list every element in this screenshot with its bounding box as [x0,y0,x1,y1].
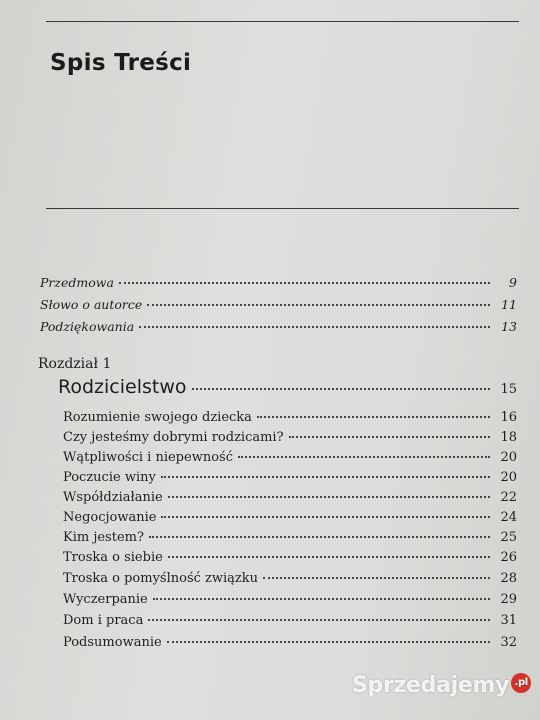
toc-entry-label: Przedmowa [40,275,114,290]
watermark-text: Sprzedajemy [352,673,510,698]
chapter-page: 15 [500,382,517,397]
dot-leader [257,416,490,418]
dot-leader [168,556,490,558]
divider-rule [46,208,519,209]
toc-entry-section [63,490,517,505]
toc-entry-label: Współdziałanie [63,490,163,505]
toc-entry-page: 24 [500,510,517,525]
dot-leader [289,436,490,438]
chapter-label: Rozdział 1 [38,356,112,372]
toc-entry-page: 11 [501,297,517,312]
dot-leader [238,456,490,458]
toc-entry-section [63,510,517,525]
dot-leader [167,641,490,643]
toc-entry-label: Dom i praca [63,613,144,628]
toc-entry-section [63,592,517,607]
toc-entry-page: 20 [500,450,517,465]
toc-entry-page: 9 [509,275,517,290]
toc-entry-label: Czy jesteśmy dobrymi rodzicami? [63,430,284,445]
dot-leader [139,326,490,328]
toc-entry-front-2 [40,297,517,312]
toc-entry-label: Wątpliwości i niepewność [63,450,233,465]
chapter-title-entry [58,376,517,398]
chapter-title: Rodzicielstwo [58,376,187,398]
dot-leader [147,304,490,306]
toc-entry-section [63,635,517,650]
toc-entry-front-1 [40,275,517,290]
toc-entry-label: Troska o pomyślność związku [63,571,259,586]
toc-entry-label: Rozumienie swojego dziecka [63,410,252,425]
dot-leader [168,496,490,498]
toc-entry-label: Negocjowanie [63,510,157,525]
toc-entry-label: Słowo o autorce [40,297,143,312]
page-title: Spis Treści [50,50,192,76]
toc-entry-label: Podziękowania [40,319,135,334]
dot-leader [148,619,490,621]
toc-entry-section [63,470,517,485]
toc-entry-page: 28 [500,571,517,586]
toc-entry-section [63,613,517,628]
toc-entry-label: Podsumowanie [63,635,162,650]
toc-entry-page: 26 [500,550,517,565]
dot-leader [161,476,490,478]
dot-leader [149,536,490,538]
dot-leader [153,598,490,600]
dot-leader [263,577,490,579]
toc-entry-section [63,571,517,586]
toc-entry-section [63,410,517,425]
toc-entry-label: Troska o siebie [63,550,163,565]
toc-entry-page: 18 [500,430,517,445]
toc-entry-front-3 [40,319,517,334]
dot-leader [119,282,490,284]
toc-entry-page: 22 [500,490,517,505]
watermark-badge: .pl [511,673,531,693]
toc-entry-label: Wyczerpanie [63,592,148,607]
dot-leader [192,388,491,390]
toc-entry-page: 20 [500,470,517,485]
top-rule [46,21,519,22]
toc-entry-page: 31 [500,613,517,628]
toc-entry-label: Poczucie winy [63,470,156,485]
toc-entry-section [63,450,517,465]
watermark-logo [352,673,531,698]
toc-entry-section [63,550,517,565]
dot-leader [161,516,490,518]
toc-entry-section [63,530,517,545]
toc-entry-label: Kim jestem? [63,530,144,545]
toc-entry-page: 25 [500,530,517,545]
toc-entry-section [63,430,517,445]
toc-entry-page: 29 [500,592,517,607]
toc-entry-page: 16 [500,410,517,425]
toc-entry-page: 32 [500,635,517,650]
toc-entry-page: 13 [501,319,517,334]
